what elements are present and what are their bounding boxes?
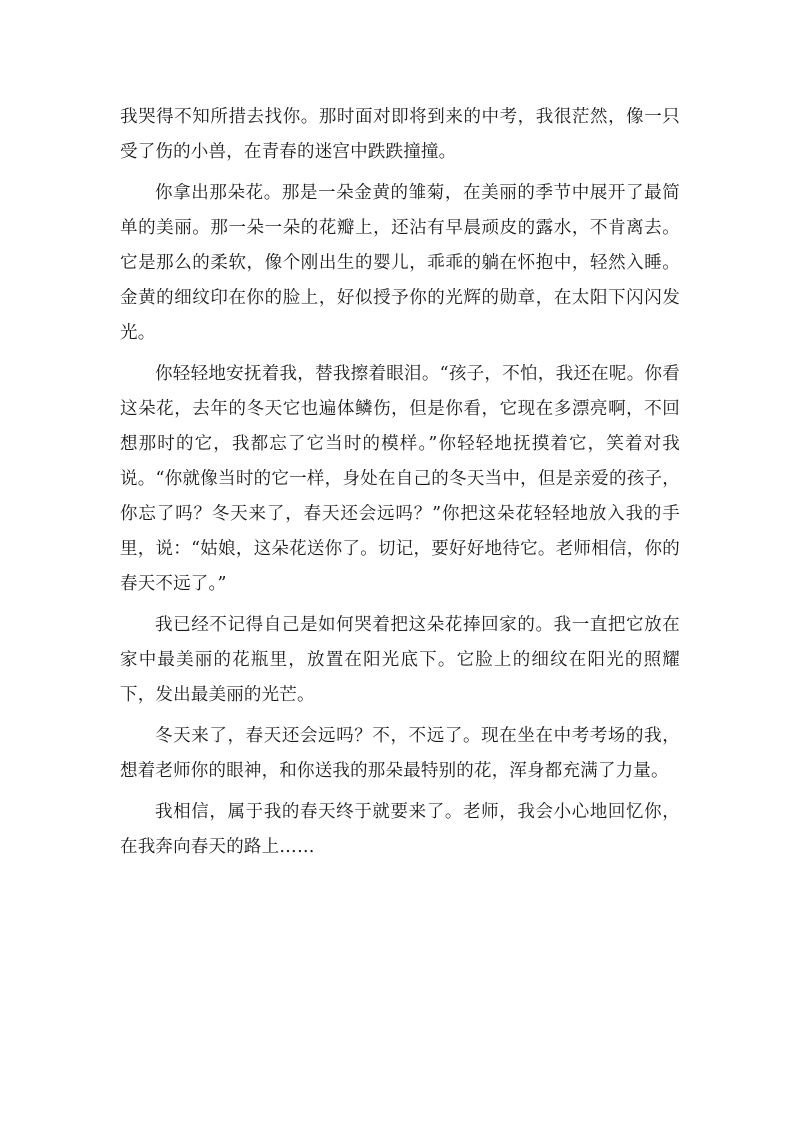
paragraph-3: 你轻轻地安抚着我，替我擦着眼泪。“孩子，不怕，我还在呢。你看这朵花，去年的冬天它也遍体鳞伤，但是你看，它现在多漂亮啊，不回想那时的它，我都忘了它当时的模样。”你轻轻地抚摸着它，笑着对我说。“你就像当时的它一样，身处在自己的冬天当中，但是亲爱的孩子，你忘了吗？冬天来了，春天还会远吗？”你把这朵花轻轻地放入我的手里，说：“姑娘，这朵花送你了。切记，要好好地待它。老师相信，你的春天不远了。” [120,364,680,594]
paragraph-2: 你拿出那朵花。那是一朵金黄的雏菊，在美丽的季节中展开了最简单的美丽。那一朵一朵的花瓣上，还沾有早晨顽皮的露水，不肯离去。它是那么的柔软，像个刚出生的婴儿，乖乖的躺在怀抱中，轻然入睡。金黄的细纹印在你的脸上，好似授予你的光辉的勋章，在太阳下闪闪发光。 [120,183,680,343]
paragraph-4: 我已经不记得自己是如何哭着把这朵花捧回家的。我一直把它放在家中最美丽的花瓶里，放置在阳光底下。它脸上的细纹在阳光的照耀下，发出最美丽的光芒。 [120,615,680,705]
paragraph-5: 冬天来了，春天还会远吗？不，不远了。现在坐在中考考场的我，想着老师你的眼神，和你送我的那朵最特别的花，浑身都充满了力量。 [120,726,680,781]
essay-body [120,100,680,871]
paragraph-1: 我哭得不知所措去找你。那时面对即将到来的中考，我很茫然，像一只受了伤的小兽，在青春的迷宫中跌跌撞撞。 [120,107,680,162]
paragraph-6: 我相信，属于我的春天终于就要来了。老师，我会小心地回忆你，在我奔向春天的路上…… [120,802,680,857]
